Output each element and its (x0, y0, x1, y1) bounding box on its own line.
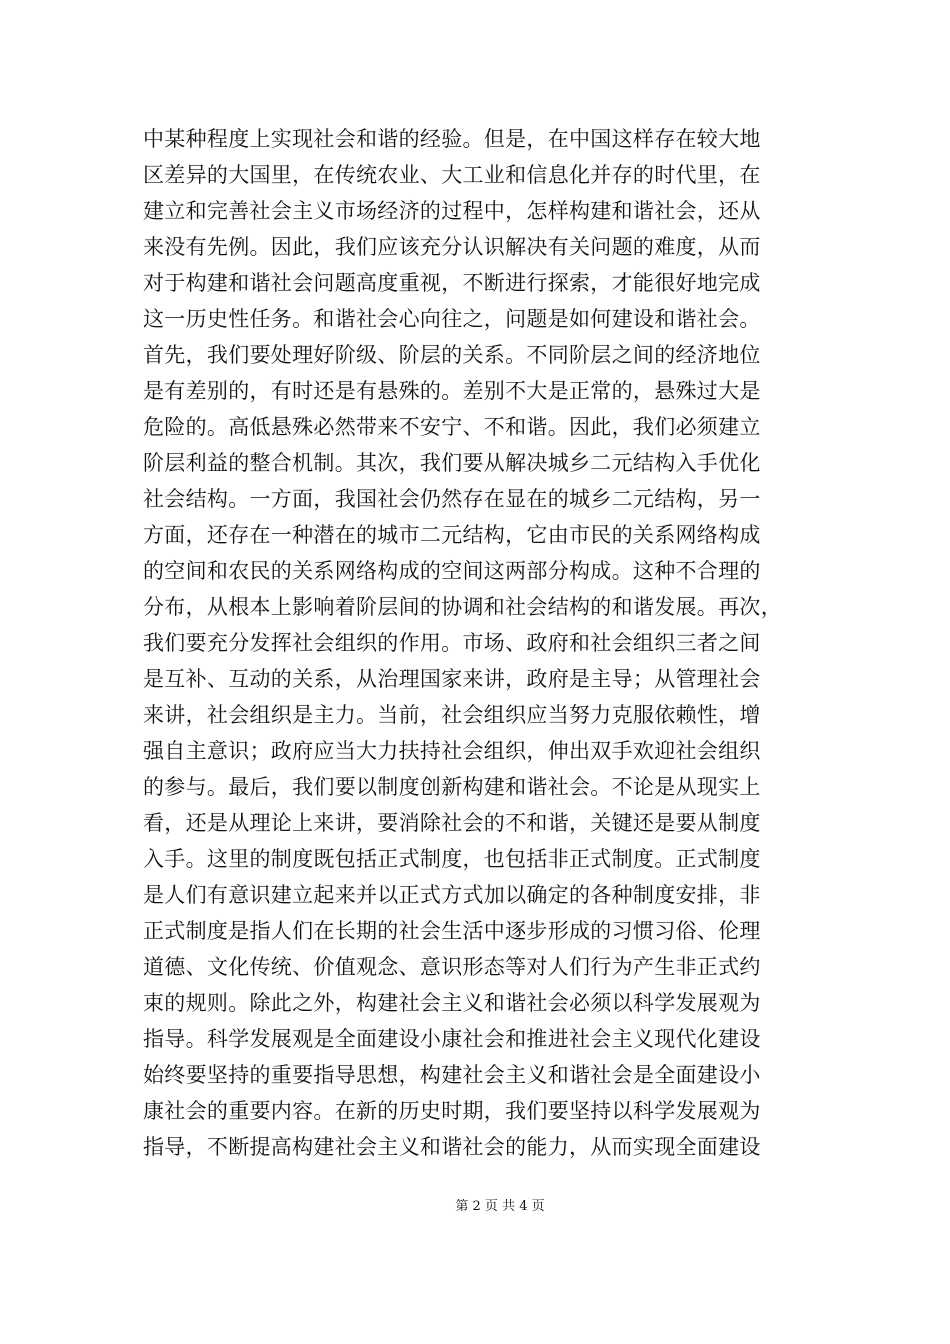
text-line: 建立和完善社会主义市场经济的过程中，怎样构建和谐社会，还从 (143, 199, 761, 223)
text-line: 分布，从根本上影响着阶层间的协调和社会结构的和谐发展。再次， (143, 595, 782, 619)
text-line: 这一历史性任务。和谐社会心向往之，问题是如何建设和谐社会。 (143, 307, 761, 331)
page-footer (0, 1198, 950, 1216)
text-line: 中某种程度上实现社会和谐的经验。但是，在中国这样存在较大地 (143, 127, 761, 151)
text-line: 方面，还存在一种潜在的城市二元结构，它由市民的关系网络构成 (143, 523, 761, 547)
text-line: 道德、文化传统、价值观念、意识形态等对人们行为产生非正式约 (143, 955, 761, 979)
text-line: 我们要充分发挥社会组织的作用。市场、政府和社会组织三者之间 (143, 631, 761, 655)
text-line: 束的规则。除此之外，构建社会主义和谐社会必须以科学发展观为 (143, 991, 761, 1015)
text-line: 正式制度是指人们在长期的社会生活中逐步形成的习惯习俗、伦理 (143, 919, 761, 943)
text-line: 对于构建和谐社会问题高度重视，不断进行探索，才能很好地完成 (143, 271, 761, 295)
text-line: 指导。科学发展观是全面建设小康社会和推进社会主义现代化建设 (143, 1027, 761, 1051)
body-text (143, 121, 843, 1165)
text-line: 社会结构。一方面，我国社会仍然存在显在的城乡二元结构，另一 (143, 487, 761, 511)
text-line: 区差异的大国里，在传统农业、大工业和信息化并存的时代里，在 (143, 163, 761, 187)
text-line: 的参与。最后，我们要以制度创新构建和谐社会。不论是从现实上 (143, 775, 761, 799)
text-line: 是互补、互动的关系，从治理国家来讲，政府是主导；从管理社会 (143, 667, 761, 691)
text-line: 始终要坚持的重要指导思想，构建社会主义和谐社会是全面建设小 (143, 1063, 761, 1087)
text-line: 是人们有意识建立起来并以正式方式加以确定的各种制度安排，非 (143, 883, 761, 907)
text-line: 康社会的重要内容。在新的历史时期，我们要坚持以科学发展观为 (143, 1099, 761, 1123)
text-line: 入手。这里的制度既包括正式制度，也包括非正式制度。正式制度 (143, 847, 761, 871)
text-line: 来没有先例。因此，我们应该充分认识解决有关问题的难度，从而 (143, 235, 761, 259)
text-line: 是有差别的，有时还是有悬殊的。差别不大是正常的，悬殊过大是 (143, 379, 761, 403)
text-line: 指导，不断提高构建社会主义和谐社会的能力，从而实现全面建设 (143, 1135, 761, 1159)
text-line: 危险的。高低悬殊必然带来不安宁、不和谐。因此，我们必须建立 (143, 415, 761, 439)
text-line: 强自主意识；政府应当大力扶持社会组织，伸出双手欢迎社会组织 (143, 739, 761, 763)
page-number: 第 2 页 共 4 页 (455, 1199, 545, 1214)
text-line: 的空间和农民的关系网络构成的空间这两部分构成。这种不合理的 (143, 559, 761, 583)
text-line: 首先，我们要处理好阶级、阶层的关系。不同阶层之间的经济地位 (143, 343, 761, 367)
text-line: 看，还是从理论上来讲，要消除社会的不和谐，关键还是要从制度 (143, 811, 761, 835)
text-line: 来讲，社会组织是主力。当前，社会组织应当努力克服依赖性，增 (143, 703, 761, 727)
text-line: 阶层利益的整合机制。其次，我们要从解决城乡二元结构入手优化 (143, 451, 761, 475)
